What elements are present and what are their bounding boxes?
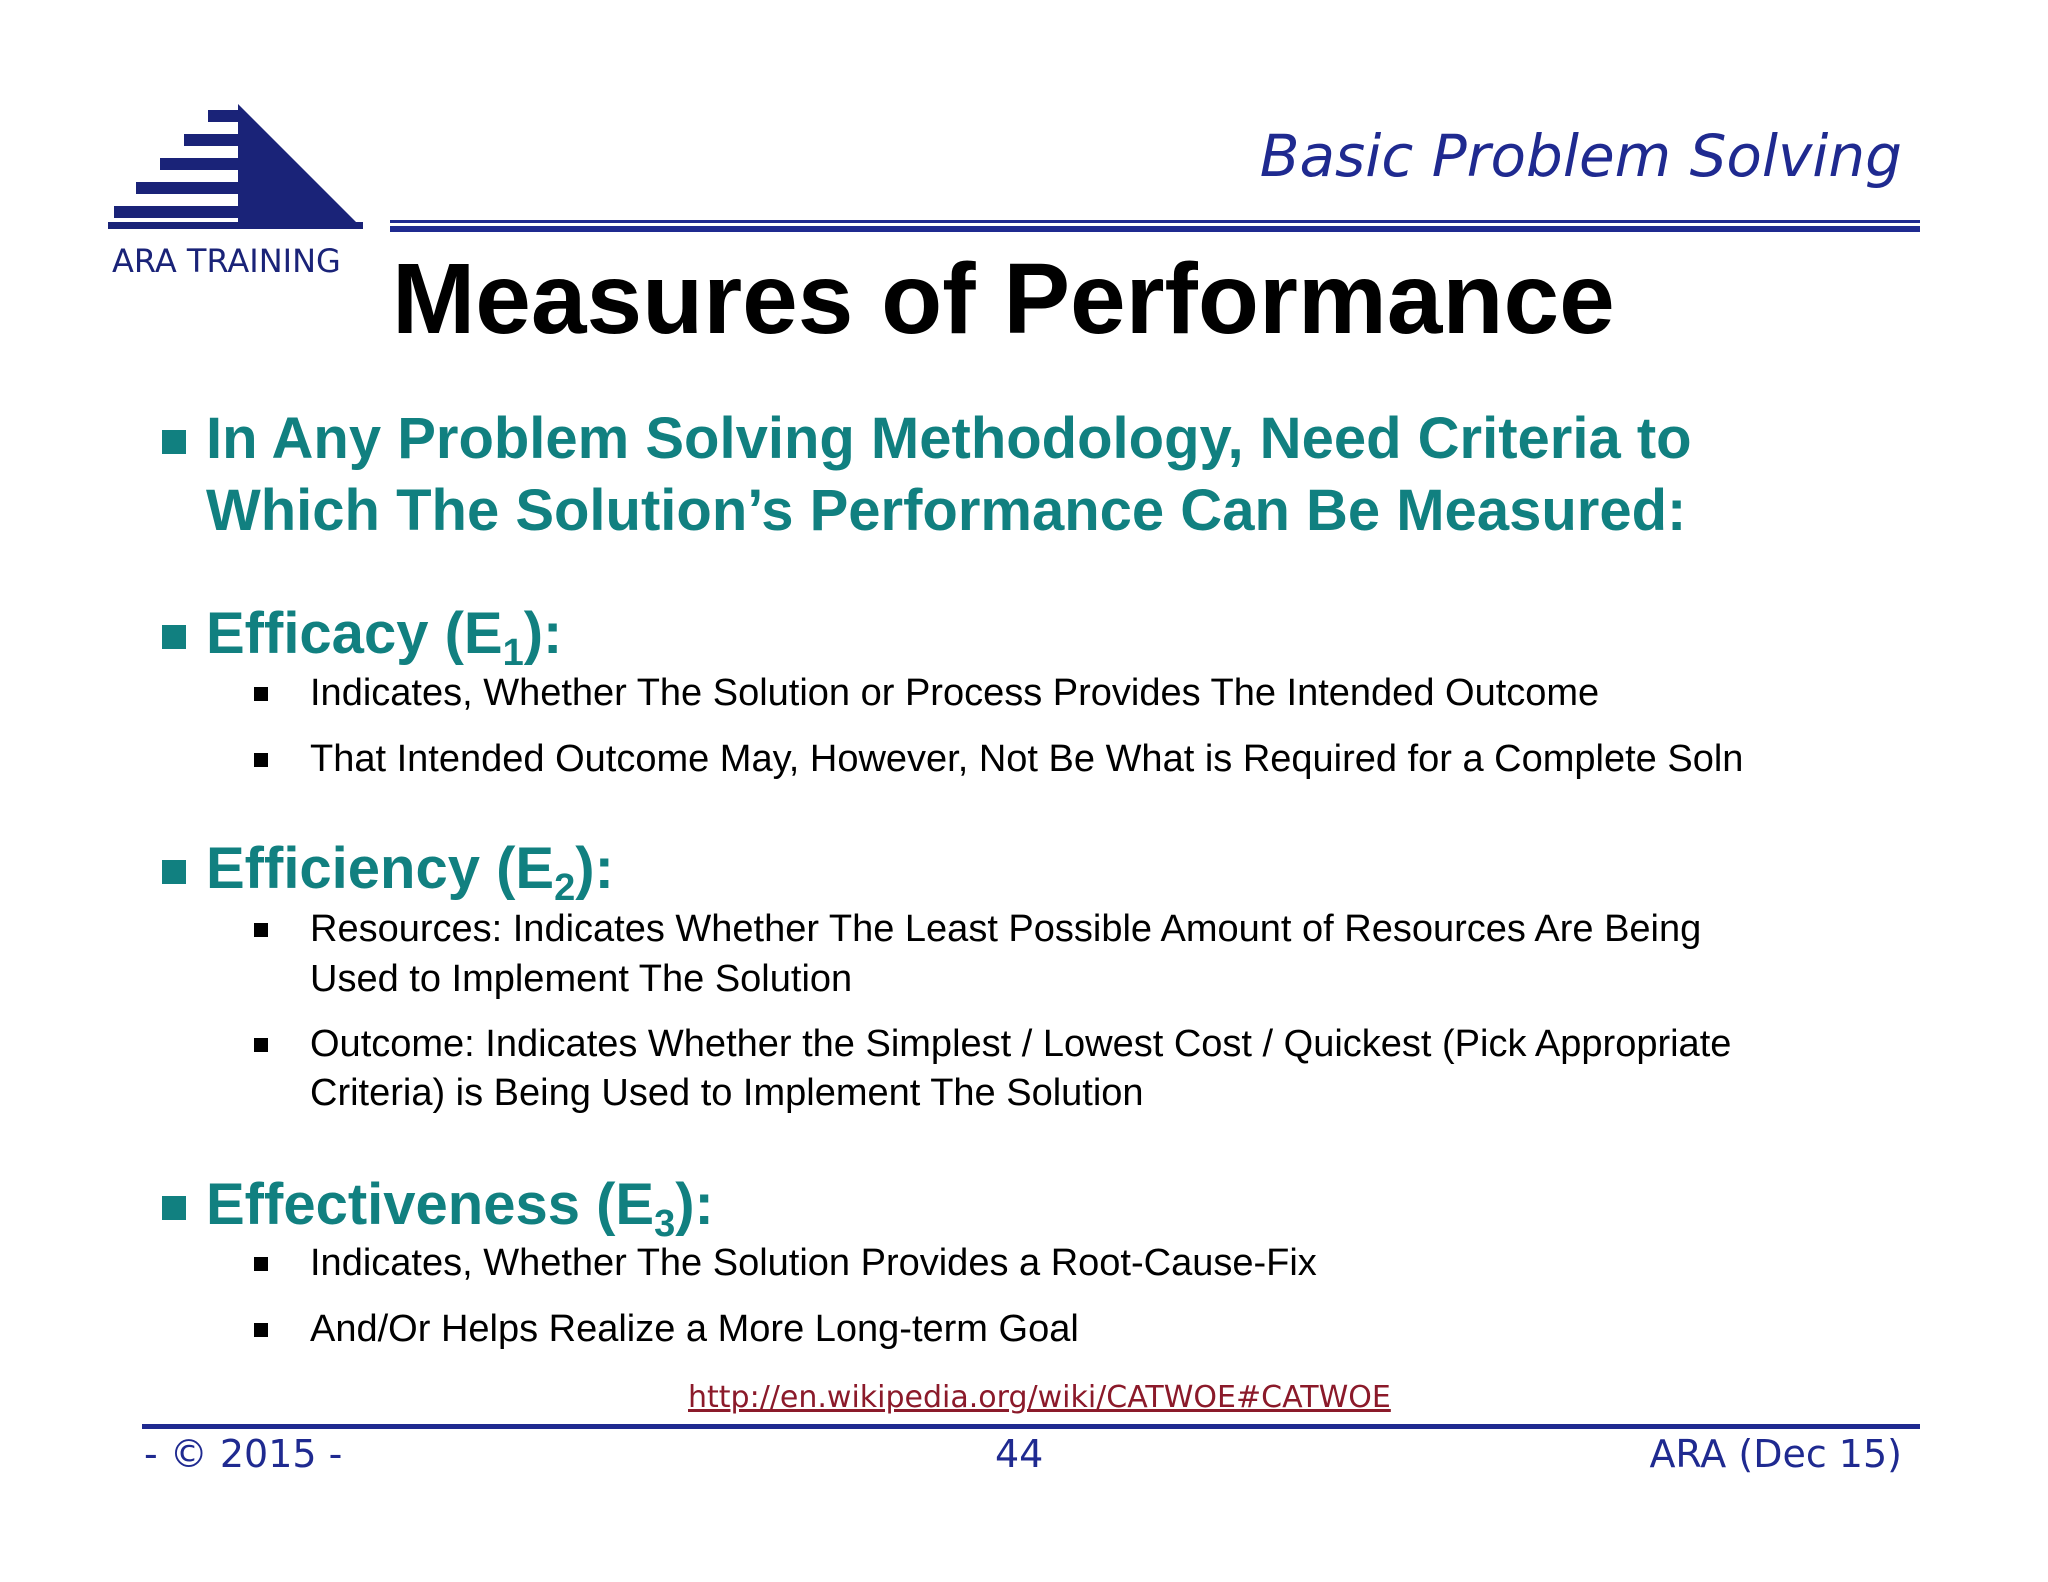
header-rule	[390, 220, 1920, 223]
ara-training-logo	[108, 102, 368, 282]
square-bullet-icon	[162, 625, 186, 649]
heading-subscript: 2	[554, 867, 576, 909]
list-item-text: Indicates, Whether The Solution Provides a Root-Cause-Fix	[310, 1242, 1317, 1284]
list-item-text: Criteria) is Being Used to Implement The Solution	[310, 1072, 1144, 1114]
heading-text: Effectiveness (E	[206, 1172, 655, 1237]
square-bullet-icon	[254, 1323, 268, 1337]
footer-date: ARA (Dec 15)	[1649, 1432, 1902, 1476]
heading-subscript: 3	[654, 1203, 676, 1245]
list-item-text: That Intended Outcome May, However, Not Be What is Required for a Complete Soln	[310, 738, 1744, 780]
square-bullet-icon	[254, 687, 268, 701]
reference-link[interactable]: http://en.wikipedia.org/wiki/CATWOE#CATWOE	[688, 1380, 1391, 1415]
square-bullet-icon	[254, 753, 268, 767]
square-bullet-icon	[162, 430, 186, 454]
list-item-text: Resources: Indicates Whether The Least Possible Amount of Resources Are Being	[310, 908, 1702, 950]
copyright: - © 2015 -	[144, 1432, 343, 1476]
logo-text: ARA TRAINING	[112, 242, 341, 280]
square-bullet-icon	[162, 1196, 186, 1220]
course-title: Basic Problem Solving	[1259, 122, 1902, 190]
heading-suffix: ):	[675, 1172, 714, 1237]
list-item-text: Indicates, Whether The Solution or Process Provides The Intended Outcome	[310, 672, 1600, 714]
heading-subscript: 1	[502, 632, 524, 674]
page-number: 44	[995, 1432, 1044, 1476]
square-bullet-icon	[254, 923, 268, 937]
list-item-text: Outcome: Indicates Whether the Simplest / Lowest Cost / Quickest (Pick Appropriate	[310, 1023, 1732, 1065]
pyramid-logo-icon	[108, 102, 368, 237]
square-bullet-icon	[254, 1257, 268, 1271]
slide-title: Measures of Performance	[392, 243, 1615, 355]
heading-suffix: ):	[523, 601, 563, 666]
square-bullet-icon	[162, 860, 186, 884]
list-item-text: And/Or Helps Realize a More Long-term Goal	[310, 1308, 1079, 1350]
heading-text: Efficacy (E	[206, 601, 503, 666]
heading-suffix: ):	[575, 836, 614, 901]
header-rule-thick	[390, 226, 1920, 232]
intro-line-1: In Any Problem Solving Methodology, Need Criteria to	[206, 406, 1692, 471]
square-bullet-icon	[254, 1038, 268, 1052]
heading-text: Efficiency (E	[206, 836, 555, 901]
footer-rule	[142, 1424, 1920, 1429]
intro-line-2: Which The Solution’s Performance Can Be Measured:	[206, 478, 1687, 543]
list-item-text: Used to Implement The Solution	[310, 958, 853, 1000]
